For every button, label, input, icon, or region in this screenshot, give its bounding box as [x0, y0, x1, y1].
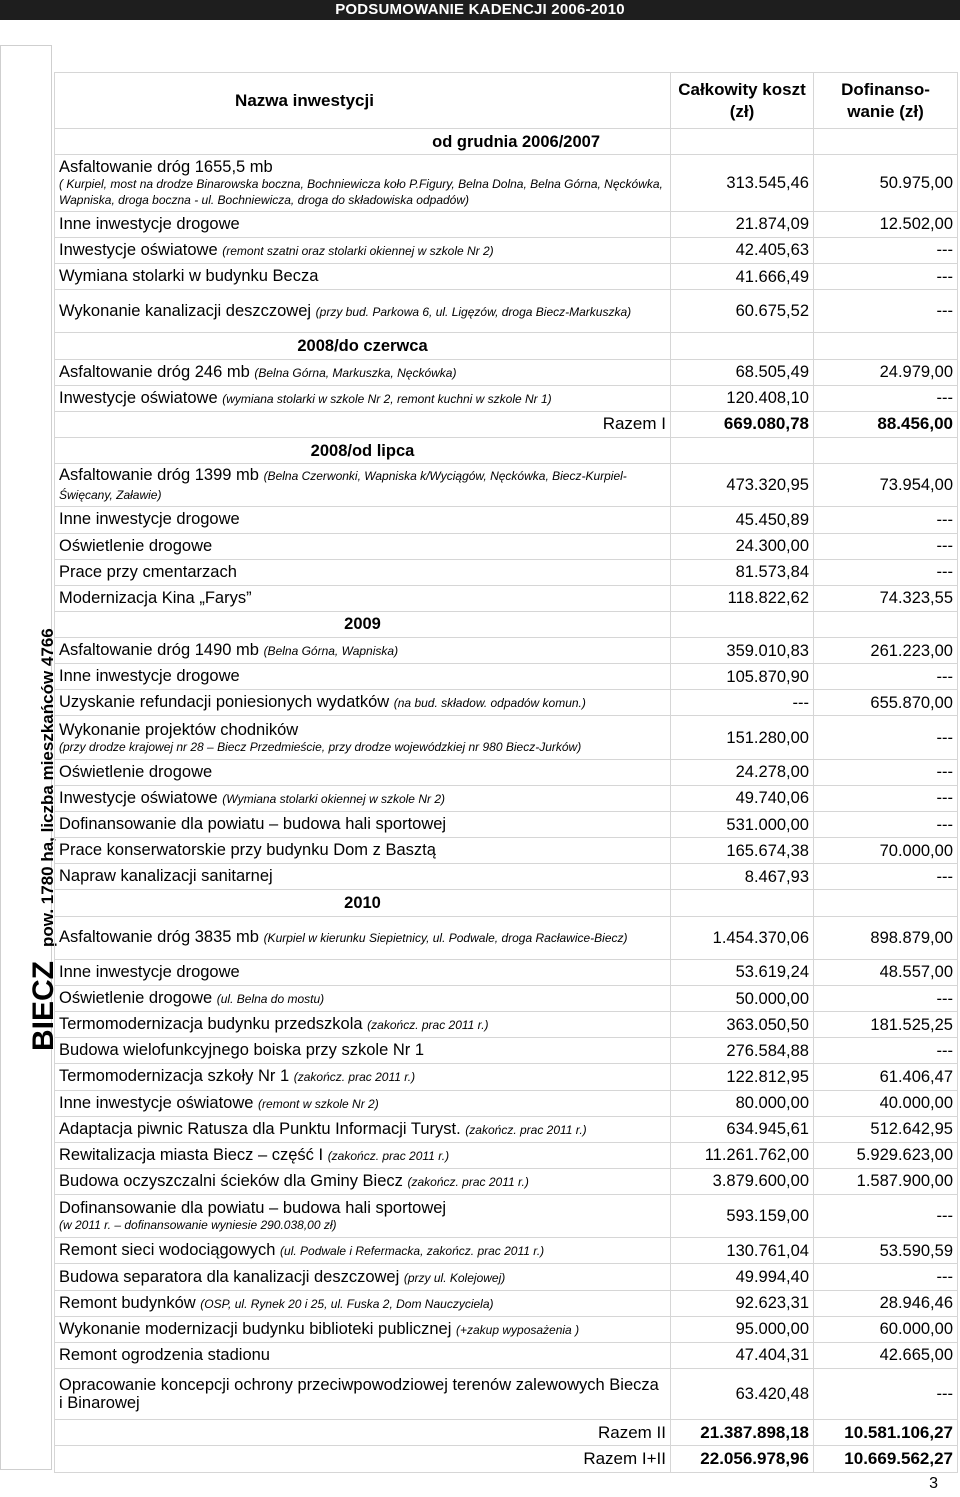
table-row [55, 559, 958, 585]
page-number: 3 [929, 1475, 938, 1492]
cost-cell: 8.467,93 [671, 864, 814, 890]
investment-name: Termomodernizacja budynku przedszkola [59, 1015, 363, 1034]
investment-name-cell [55, 211, 671, 237]
table-row [55, 664, 958, 690]
cost-cell: 81.573,84 [671, 559, 814, 585]
investment-name: Opracowanie koncepcji ochrony przeciwpowodziowej terenów zalewowych Biecza i Binarowej [59, 1375, 659, 1412]
investment-name-cell [55, 916, 671, 959]
investment-name: Prace przy cmentarzach [59, 562, 237, 581]
cofin-cell: 12.502,00 [814, 211, 958, 237]
cost-cell: 363.050,50 [671, 1012, 814, 1038]
investment-name: Adaptacja piwnic Ratusza dla Punktu Informacji Turyst. [59, 1119, 461, 1138]
empty-cost-cell [671, 129, 814, 155]
cost-cell: 63.420,48 [671, 1369, 814, 1420]
investment-name: Oświetlenie drogowe [59, 762, 213, 781]
section-label: od grudnia 2006/2007 [55, 129, 671, 155]
investment-name-cell [55, 585, 671, 611]
investment-name-cell [55, 237, 671, 263]
empty-cofin-cell [814, 333, 958, 359]
cofin-cell: 261.223,00 [814, 638, 958, 664]
total-cofin: 10.669.562,27 [814, 1446, 958, 1473]
investment-name: Wykonanie modernizacji budynku biblioteki publicznej [59, 1319, 452, 1338]
cofin-cell: 60.000,00 [814, 1316, 958, 1342]
investment-name: Inwestycje oświatowe [59, 788, 218, 807]
investment-name: Budowa oczyszczalni ścieków dla Gminy Biecz [59, 1171, 403, 1190]
cofin-cell: 898.879,00 [814, 916, 958, 959]
investment-name: Napraw kanalizacji sanitarnej [59, 867, 273, 886]
cost-cell: 130.761,04 [671, 1238, 814, 1264]
table-row [55, 959, 958, 985]
cost-cell: 41.666,49 [671, 264, 814, 290]
investment-name-cell [55, 812, 671, 838]
cofin-cell: --- [814, 559, 958, 585]
cost-cell: 42.405,63 [671, 237, 814, 263]
investment-name: Asfaltowanie dróg 3835 mb [59, 928, 259, 947]
cofin-cell: 70.000,00 [814, 838, 958, 864]
investment-note: (przy ul. Kolejowej) [403, 1270, 506, 1285]
investment-note: (w 2011 r. – dofinansowanie wyniesie 290.038,00 zł) [59, 1218, 337, 1233]
investment-name-cell [55, 1264, 671, 1290]
investment-name: Budowa wielofunkcyjnego boiska przy szkole Nr 1 [59, 1041, 425, 1060]
section-row [55, 437, 958, 463]
total-label: Razem I+II [55, 1446, 671, 1473]
cofin-cell: --- [814, 1038, 958, 1064]
cofin-cell: 181.525,25 [814, 1012, 958, 1038]
investment-name-cell [55, 1369, 671, 1420]
total-cost: 21.387.898,18 [671, 1420, 814, 1446]
cost-cell: 80.000,00 [671, 1090, 814, 1116]
cofin-cell: 53.590,59 [814, 1238, 958, 1264]
investment-name: Oświetlenie drogowe [59, 536, 213, 555]
cofin-cell: --- [814, 812, 958, 838]
cofin-cell: 5.929.623,00 [814, 1142, 958, 1168]
investment-note: (ul. Podwale i Refermacka, zakończ. prac 2011 r.) [280, 1244, 545, 1259]
cofin-cell: 655.870,00 [814, 690, 958, 716]
empty-cofin-cell [814, 890, 958, 916]
table-row [55, 585, 958, 611]
investment-name: Dofinansowanie dla powiatu – budowa hali sportowej [59, 815, 447, 834]
investment-note: (przy drodze krajowej nr 28 – Biecz Przedmieście, przy drodze wojewódzkiej nr 980 Biecz-Jurków) [59, 739, 582, 754]
table-row [55, 985, 958, 1011]
cofin-cell: 24.979,00 [814, 359, 958, 385]
investment-name: Asfaltowanie dróg 246 mb [59, 362, 250, 381]
investment-name-cell [55, 690, 671, 716]
cofin-cell: --- [814, 1195, 958, 1238]
investment-name-cell [55, 290, 671, 333]
investment-name: Budowa separatora dla kanalizacji deszczowej [59, 1267, 400, 1286]
investment-name-cell [55, 559, 671, 585]
table-row [55, 359, 958, 385]
investment-name-cell [55, 716, 671, 759]
empty-cofin-cell [814, 437, 958, 463]
investment-name-cell [55, 1168, 671, 1194]
cost-cell: 24.300,00 [671, 533, 814, 559]
table-row [55, 1012, 958, 1038]
table-row [55, 1116, 958, 1142]
empty-cofin-cell [814, 129, 958, 155]
cost-cell: 95.000,00 [671, 1316, 814, 1342]
empty-cost-cell [671, 890, 814, 916]
investment-name-cell [55, 959, 671, 985]
cofin-cell: 73.954,00 [814, 464, 958, 507]
empty-cost-cell [671, 611, 814, 637]
investment-name: Remont budynków [59, 1293, 196, 1312]
section-label: 2008/od lipca [55, 437, 671, 463]
investment-name-cell [55, 1064, 671, 1090]
cofin-cell: --- [814, 985, 958, 1011]
investment-name-cell [55, 864, 671, 890]
investment-name: Inne inwestycje drogowe [59, 510, 240, 529]
investment-note: (remont w szkole Nr 2) [258, 1096, 379, 1111]
investment-name: Inne inwestycje oświatowe [59, 1093, 254, 1112]
investment-name: Inwestycje oświatowe [59, 240, 218, 259]
cost-cell: 122.812,95 [671, 1064, 814, 1090]
cofin-cell: --- [814, 385, 958, 411]
table-row [55, 812, 958, 838]
investment-note: (zakończ. prac 2011 r.) [465, 1122, 587, 1137]
investment-name-cell [55, 155, 671, 211]
investment-note: (wymiana stolarki w szkole Nr 2, remont kuchni w szkole Nr 1) [222, 391, 552, 406]
investment-note: (zakończ. prac 2011 r.) [327, 1148, 450, 1163]
empty-cofin-cell [814, 611, 958, 637]
table-row [55, 290, 958, 333]
cofin-cell: 48.557,00 [814, 959, 958, 985]
cost-cell: 634.945,61 [671, 1116, 814, 1142]
investment-name-cell [55, 1195, 671, 1238]
table-row [55, 1038, 958, 1064]
total-row [55, 411, 958, 437]
table-header-row [55, 73, 958, 129]
cofin-cell: --- [814, 759, 958, 785]
investment-note: (zakończ. prac 2011 r.) [367, 1018, 489, 1033]
investment-note: (Belna Czerwonki, Wapniska k/Wyciągów, Nęckówka, Biecz-Kurpiel-Święcany, Załawie) [59, 469, 627, 503]
investment-note: (zakończ. prac 2011 r.) [293, 1070, 416, 1085]
table-row [55, 838, 958, 864]
investment-table-wrapper [54, 72, 957, 1473]
investment-table [54, 72, 958, 1473]
total-cofin: 88.456,00 [814, 411, 958, 437]
total-cost: 669.080,78 [671, 411, 814, 437]
investment-name-cell [55, 1316, 671, 1342]
cost-cell: 24.278,00 [671, 759, 814, 785]
investment-name: Termomodernizacja szkoły Nr 1 [59, 1067, 290, 1086]
table-row [55, 1316, 958, 1342]
table-row [55, 264, 958, 290]
investment-name: Wykonanie projektów chodników [59, 720, 299, 739]
column-header-cofin: Dofinanso-wanie (zł) [814, 73, 958, 129]
investment-name-cell [55, 785, 671, 811]
table-row [55, 1290, 958, 1316]
investment-note: (ul. Belna do mostu) [216, 992, 325, 1006]
cofin-cell: 61.406,47 [814, 1064, 958, 1090]
investment-name-cell [55, 1116, 671, 1142]
column-header-name: Nazwa inwestycji [55, 73, 671, 129]
investment-name-cell [55, 1342, 671, 1368]
investment-name-cell [55, 1012, 671, 1038]
section-label: 2010 [55, 890, 671, 916]
sidebar-title: BIECZ [27, 961, 60, 1051]
table-row [55, 785, 958, 811]
cost-cell: 473.320,95 [671, 464, 814, 507]
section-row [55, 890, 958, 916]
cost-cell: 21.874,09 [671, 211, 814, 237]
investment-name: Wykonanie kanalizacji deszczowej [59, 301, 312, 320]
cofin-cell: 512.642,95 [814, 1116, 958, 1142]
table-row [55, 638, 958, 664]
investment-note: (OSP, ul. Rynek 20 i 25, ul. Fuska 2, Dom Nauczyciela) [200, 1296, 494, 1311]
investment-name: Remont sieci wodociągowych [59, 1241, 276, 1260]
cost-cell: 105.870,90 [671, 664, 814, 690]
table-row [55, 864, 958, 890]
cost-cell: 120.408,10 [671, 385, 814, 411]
cofin-cell: 42.665,00 [814, 1342, 958, 1368]
section-label: 2008/do czerwca [55, 333, 671, 359]
investment-name: Uzyskanie refundacji poniesionych wydatków [59, 693, 390, 712]
investment-note: (Kurpiel w kierunku Siepietnicy, ul. Podwale, droga Racławice-Biecz) [263, 931, 628, 946]
investment-name: Asfaltowanie dróg 1399 mb [59, 466, 259, 485]
investment-name: Rewitalizacja miasta Biecz – część I [59, 1145, 324, 1164]
cofin-cell: --- [814, 785, 958, 811]
cofin-cell: --- [814, 1264, 958, 1290]
investment-note: (+zakup wyposażenia ) [456, 1322, 580, 1337]
cost-cell: 165.674,38 [671, 838, 814, 864]
cofin-cell: 28.946,46 [814, 1290, 958, 1316]
cofin-cell: 50.975,00 [814, 155, 958, 211]
sidebar-subtitle: pow. 1780 ha, liczba mieszkańców 4766 [38, 628, 57, 947]
investment-note: (Belna Górna, Markuszka, Nęckówka) [254, 365, 457, 380]
investment-name-cell [55, 1038, 671, 1064]
table-row [55, 716, 958, 759]
table-row [55, 1264, 958, 1290]
cost-cell: 53.619,24 [671, 959, 814, 985]
investment-name-cell [55, 533, 671, 559]
cost-cell: 92.623,31 [671, 1290, 814, 1316]
cost-cell: 68.505,49 [671, 359, 814, 385]
investment-name: Inwestycje oświatowe [59, 388, 218, 407]
total-cofin: 10.581.106,27 [814, 1420, 958, 1446]
investment-note: (remont szatni oraz stolarki okiennej w szkole Nr 2) [222, 243, 494, 258]
cofin-cell: --- [814, 533, 958, 559]
investment-note: (przy bud. Parkowa 6, ul. Ligęzów, droga Biecz-Markuszka) [315, 304, 632, 319]
investment-name-cell [55, 759, 671, 785]
cofin-cell: --- [814, 864, 958, 890]
cost-cell: 60.675,52 [671, 290, 814, 333]
investment-name-cell [55, 838, 671, 864]
investment-name-cell [55, 1238, 671, 1264]
investment-name-cell [55, 464, 671, 507]
investment-note: (zakończ. prac 2011 r.) [407, 1174, 529, 1189]
investment-name-cell [55, 385, 671, 411]
table-row [55, 1369, 958, 1420]
investment-name: Oświetlenie drogowe [59, 989, 213, 1007]
investment-name-cell [55, 1090, 671, 1116]
table-row [55, 916, 958, 959]
investment-name: Asfaltowanie dróg 1655,5 mb [59, 158, 273, 177]
table-row [55, 1238, 958, 1264]
total-row [55, 1420, 958, 1446]
cofin-cell: 74.323,55 [814, 585, 958, 611]
cofin-cell: --- [814, 1369, 958, 1420]
table-row [55, 211, 958, 237]
investment-name-cell [55, 507, 671, 533]
cofin-cell: --- [814, 664, 958, 690]
investment-name: Inne inwestycje drogowe [59, 962, 240, 981]
investment-name: Asfaltowanie dróg 1490 mb [59, 641, 259, 660]
investment-name: Wymiana stolarki w budynku Becza [59, 267, 319, 286]
table-row [55, 464, 958, 507]
table-row [55, 690, 958, 716]
cost-cell: 49.994,40 [671, 1264, 814, 1290]
section-label: 2009 [55, 611, 671, 637]
cost-cell: 359.010,83 [671, 638, 814, 664]
investment-name-cell [55, 664, 671, 690]
total-label: Razem II [55, 1420, 671, 1446]
cost-cell: 276.584,88 [671, 1038, 814, 1064]
cost-cell: --- [671, 690, 814, 716]
investment-name-cell [55, 985, 671, 1011]
cost-cell: 593.159,00 [671, 1195, 814, 1238]
cost-cell: 50.000,00 [671, 985, 814, 1011]
section-row [55, 333, 958, 359]
investment-note: ( Kurpiel, most na drodze Binarowska boczna, Bochniewicza koło P.Figury, Belna Dolna, Belna Górna, Nęckówka, Wapniska, droga boczna - ul. Bochniewicza, droga do składowiska odpadów) [59, 177, 663, 208]
table-row [55, 1195, 958, 1238]
investment-name: Dofinansowanie dla powiatu – budowa hali sportowej [59, 1199, 447, 1218]
cofin-cell: --- [814, 237, 958, 263]
table-row [55, 1064, 958, 1090]
page-header: PODSUMOWANIE KADENCJI 2006-2010 [0, 0, 960, 20]
cost-cell: 3.879.600,00 [671, 1168, 814, 1194]
table-row [55, 533, 958, 559]
cost-cell: 151.280,00 [671, 716, 814, 759]
table-row [55, 759, 958, 785]
investment-name-cell [55, 359, 671, 385]
investment-name: Inne inwestycje drogowe [59, 667, 240, 686]
investment-name: Inne inwestycje drogowe [59, 214, 240, 233]
empty-cost-cell [671, 437, 814, 463]
total-cost: 22.056.978,96 [671, 1446, 814, 1473]
investment-name: Modernizacja Kina „Farys” [59, 588, 252, 607]
table-row [55, 1168, 958, 1194]
investment-name-cell [55, 1142, 671, 1168]
cost-cell: 531.000,00 [671, 812, 814, 838]
cost-cell: 1.454.370,06 [671, 916, 814, 959]
investment-note: (Wymiana stolarki okiennej w szkole Nr 2) [222, 791, 445, 806]
cost-cell: 49.740,06 [671, 785, 814, 811]
investment-name: Prace konserwatorskie przy budynku Dom z Basztą [59, 841, 436, 860]
sidebar [0, 45, 60, 1470]
cofin-cell: --- [814, 507, 958, 533]
table-row [55, 237, 958, 263]
total-label: Razem I [55, 411, 671, 437]
cost-cell: 313.545,46 [671, 155, 814, 211]
table-row [55, 155, 958, 211]
investment-note: (Belna Górna, Wapniska) [263, 644, 399, 659]
cofin-cell: 40.000,00 [814, 1090, 958, 1116]
section-row [55, 129, 958, 155]
cofin-cell: --- [814, 264, 958, 290]
investment-name: Remont ogrodzenia stadionu [59, 1345, 270, 1364]
table-row [55, 1142, 958, 1168]
cofin-cell: 1.587.900,00 [814, 1168, 958, 1194]
table-row [55, 1090, 958, 1116]
cost-cell: 45.450,89 [671, 507, 814, 533]
table-row [55, 385, 958, 411]
column-header-cost: Całkowity koszt (zł) [671, 73, 814, 129]
investment-name-cell [55, 1290, 671, 1316]
cost-cell: 11.261.762,00 [671, 1142, 814, 1168]
table-row [55, 507, 958, 533]
investment-note: (na bud. składow. odpadów komun.) [393, 696, 586, 711]
cofin-cell: --- [814, 290, 958, 333]
empty-cost-cell [671, 333, 814, 359]
investment-name-cell [55, 264, 671, 290]
cost-cell: 47.404,31 [671, 1342, 814, 1368]
table-row [55, 1342, 958, 1368]
cost-cell: 118.822,62 [671, 585, 814, 611]
total-row [55, 1446, 958, 1473]
section-row [55, 611, 958, 637]
cofin-cell: --- [814, 716, 958, 759]
investment-name-cell [55, 638, 671, 664]
